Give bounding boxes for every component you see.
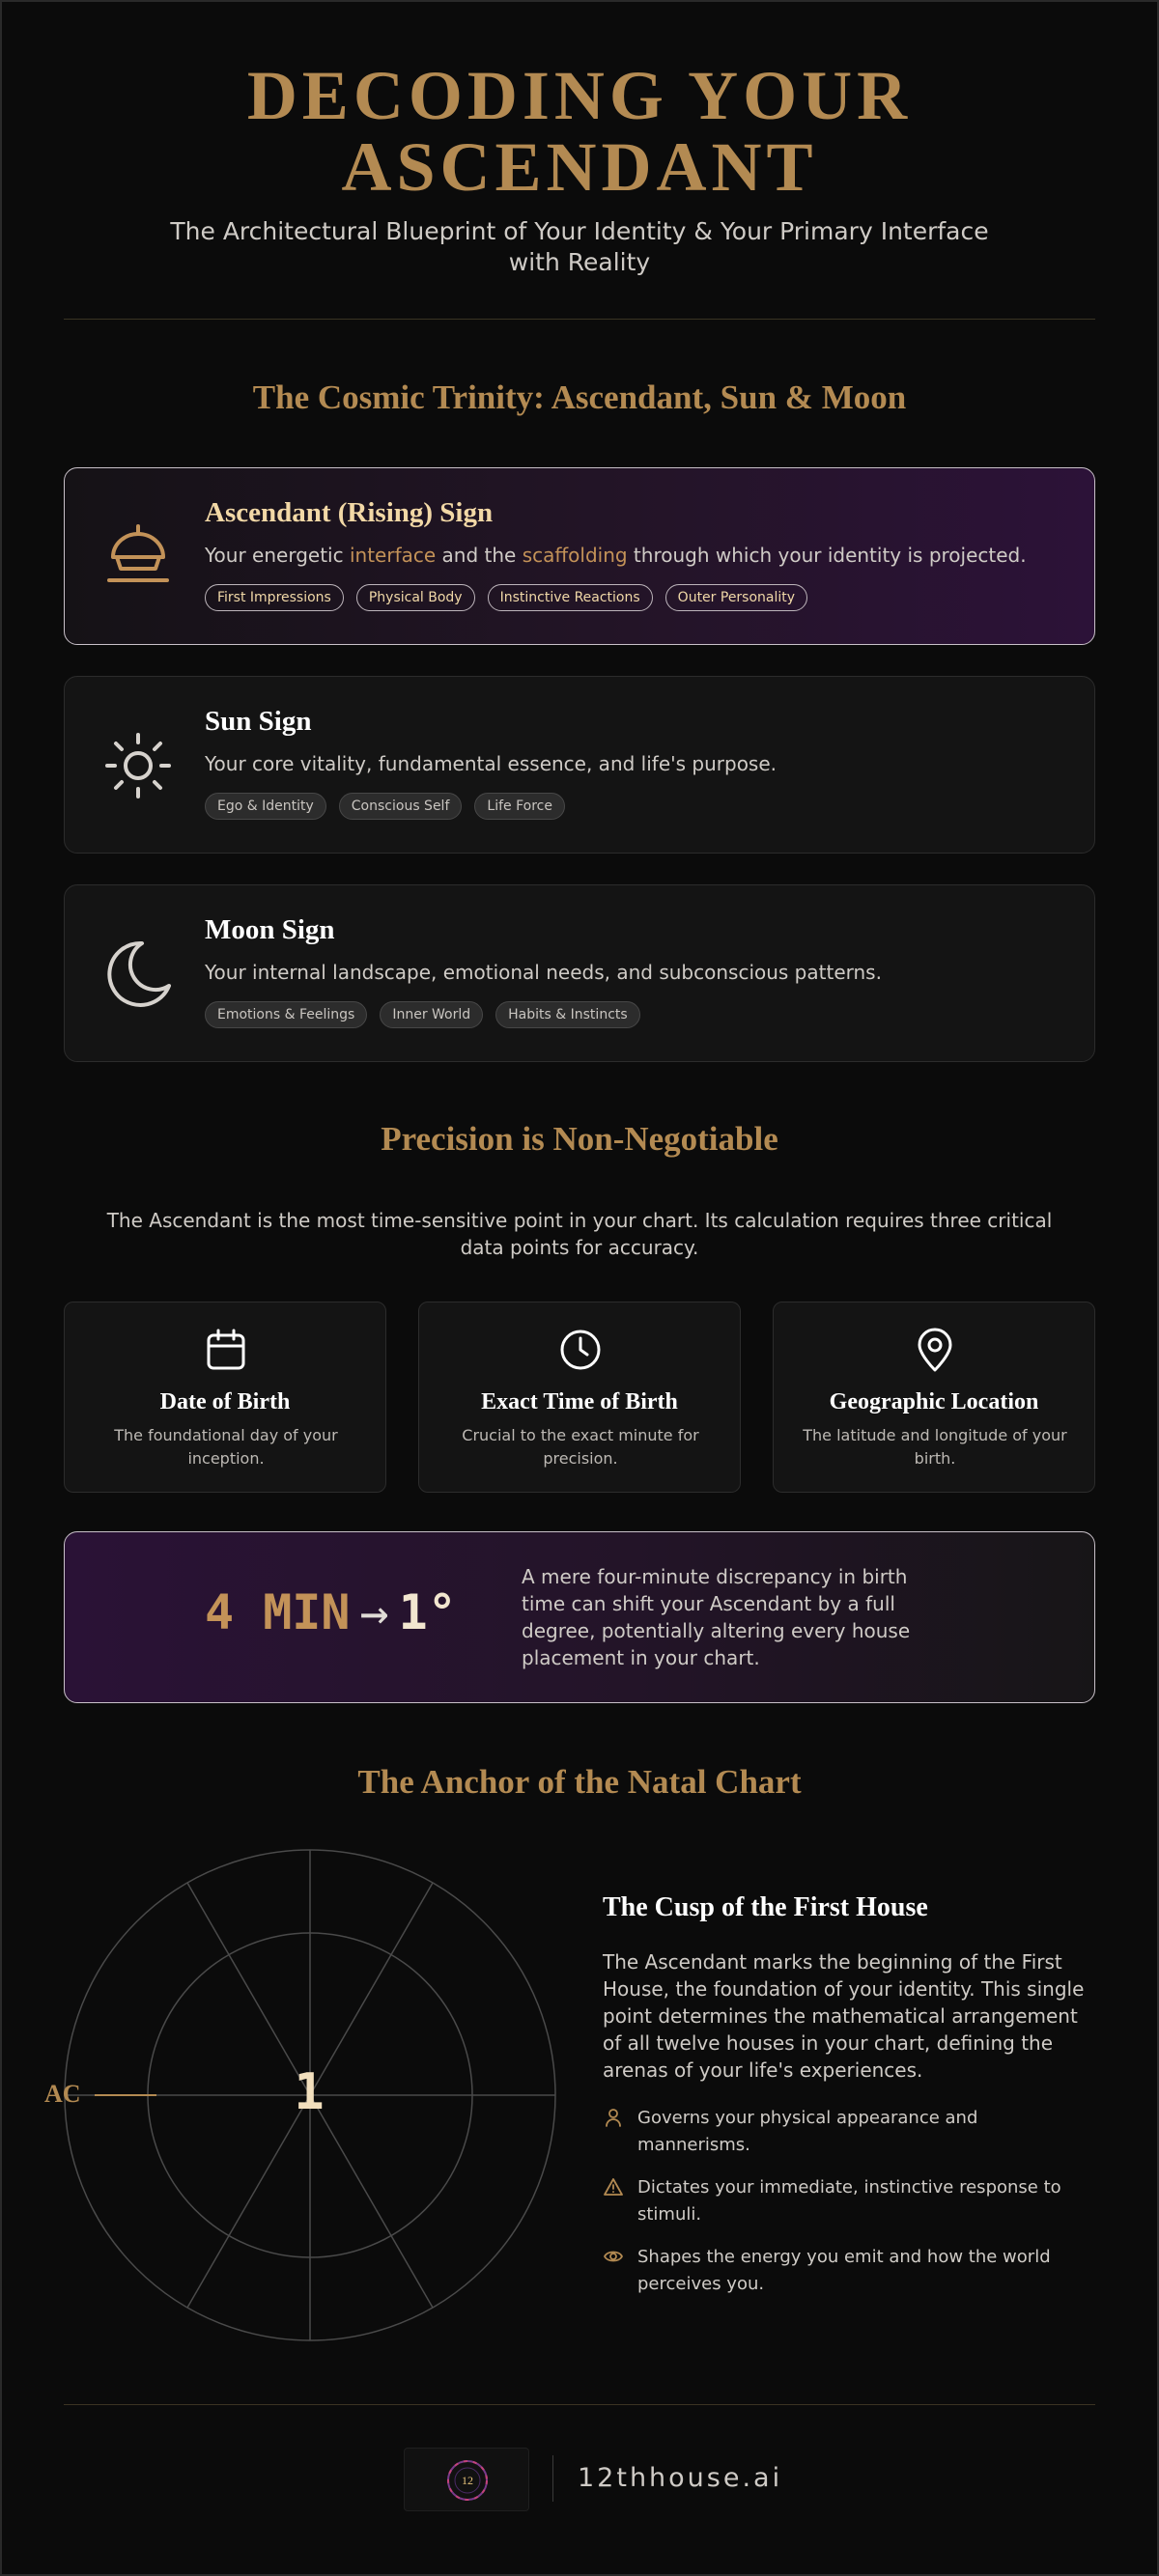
page-subtitle: The Architectural Blueprint of Your Identity & Your Primary Interface with Reality <box>170 217 989 276</box>
bullet-energy: Shapes the energy you emit and how the world perceives you. <box>603 2244 1095 2298</box>
geographic-location-desc: The latitude and longitude of your birth. <box>803 1426 1067 1468</box>
brand-logo[interactable] <box>404 2448 529 2511</box>
moon-icon <box>99 936 177 1013</box>
zodiac-wheel-icon <box>443 2456 492 2505</box>
trinity-section-title: The Cosmic Trinity: Ascendant, Sun & Moon <box>252 378 907 416</box>
person-icon <box>603 2107 624 2128</box>
tag: Life Force <box>474 793 565 820</box>
time-of-birth-card <box>418 1302 741 1493</box>
brand-name[interactable]: 12thhouse.ai <box>578 2463 783 2493</box>
ascendant-desc: Your energetic interface and the scaffolding through which your identity is projected. <box>205 544 1027 567</box>
clock-icon <box>556 1326 605 1374</box>
svg-text:12: 12 <box>462 2474 473 2487</box>
bullet-appearance: Governs your physical appearance and mannerisms. <box>603 2105 1095 2159</box>
date-of-birth-card <box>64 1302 386 1493</box>
moon-desc: Your internal landscape, emotional needs, and subconscious patterns. <box>205 961 882 984</box>
tag: Conscious Self <box>339 793 463 820</box>
tag: Ego & Identity <box>205 793 326 820</box>
tag: Physical Body <box>356 584 475 611</box>
cusp-title: The Cusp of the First House <box>603 1892 928 1922</box>
time-of-birth-title: Exact Time of Birth <box>481 1389 678 1414</box>
moon-title: Moon Sign <box>205 914 335 945</box>
tag: First Impressions <box>205 584 344 611</box>
anchor-section-title: The Anchor of the Natal Chart <box>357 1763 802 1801</box>
bullet-response: Dictates your immediate, instinctive response to stimuli. <box>603 2174 1095 2228</box>
sun-card <box>64 676 1095 854</box>
tag: Habits & Instincts <box>495 1001 640 1028</box>
ascendant-title: Ascendant (Rising) Sign <box>205 497 494 528</box>
discrepancy-text: A mere four-minute discrepancy in birth time can shift your Ascendant by a full degree, potentially altering every house placement in your chart. <box>522 1565 911 1669</box>
first-house-number: 1 <box>294 2063 325 2121</box>
warning-triangle-icon <box>603 2176 624 2198</box>
geographic-location-card <box>773 1302 1095 1493</box>
map-pin-icon <box>911 1326 959 1374</box>
precision-section-title: Precision is Non-Negotiable <box>381 1120 778 1158</box>
ascendant-tags <box>205 584 807 611</box>
sun-icon <box>99 727 177 804</box>
temple-dome-icon <box>99 518 177 596</box>
tag: Inner World <box>380 1001 483 1028</box>
tag: Instinctive Reactions <box>488 584 653 611</box>
sun-desc: Your core vitality, fundamental essence, and life's purpose. <box>205 752 777 775</box>
time-of-birth-desc: Crucial to the exact minute for precision. <box>462 1426 699 1468</box>
calendar-icon <box>202 1326 250 1374</box>
tag: Emotions & Feelings <box>205 1001 367 1028</box>
date-of-birth-title: Date of Birth <box>159 1389 291 1414</box>
footer-divider-line <box>64 2404 1095 2405</box>
ascendant-marker-label: AC <box>44 2080 81 2108</box>
moon-tags <box>205 1001 640 1028</box>
page-title: DECODING YOUR ASCENDANT <box>246 57 913 206</box>
eye-icon <box>603 2246 624 2267</box>
geographic-location-title: Geographic Location <box>829 1389 1039 1414</box>
cusp-description: The Ascendant marks the beginning of the First House, the foundation of your identity. This single point determines the mathematical arrangement of all twelve houses in your chart, defining the arenas of your life's experiences. <box>603 1950 1085 2082</box>
moon-card <box>64 884 1095 1062</box>
tag: Outer Personality <box>665 584 807 611</box>
header-divider <box>64 319 1095 320</box>
footer-divider <box>552 2455 553 2502</box>
date-of-birth-desc: The foundational day of your inception. <box>114 1426 338 1468</box>
time-discrepancy-callout <box>64 1531 1095 1703</box>
sun-tags <box>205 793 565 820</box>
sun-title: Sun Sign <box>205 706 312 737</box>
ascendant-card <box>64 467 1095 645</box>
time-degree-formula: 4 MIN → 1° <box>205 1584 457 1640</box>
precision-intro: The Ascendant is the most time-sensitive point in your chart. Its calculation requires three critical data points for accuracy. <box>106 1209 1053 1259</box>
